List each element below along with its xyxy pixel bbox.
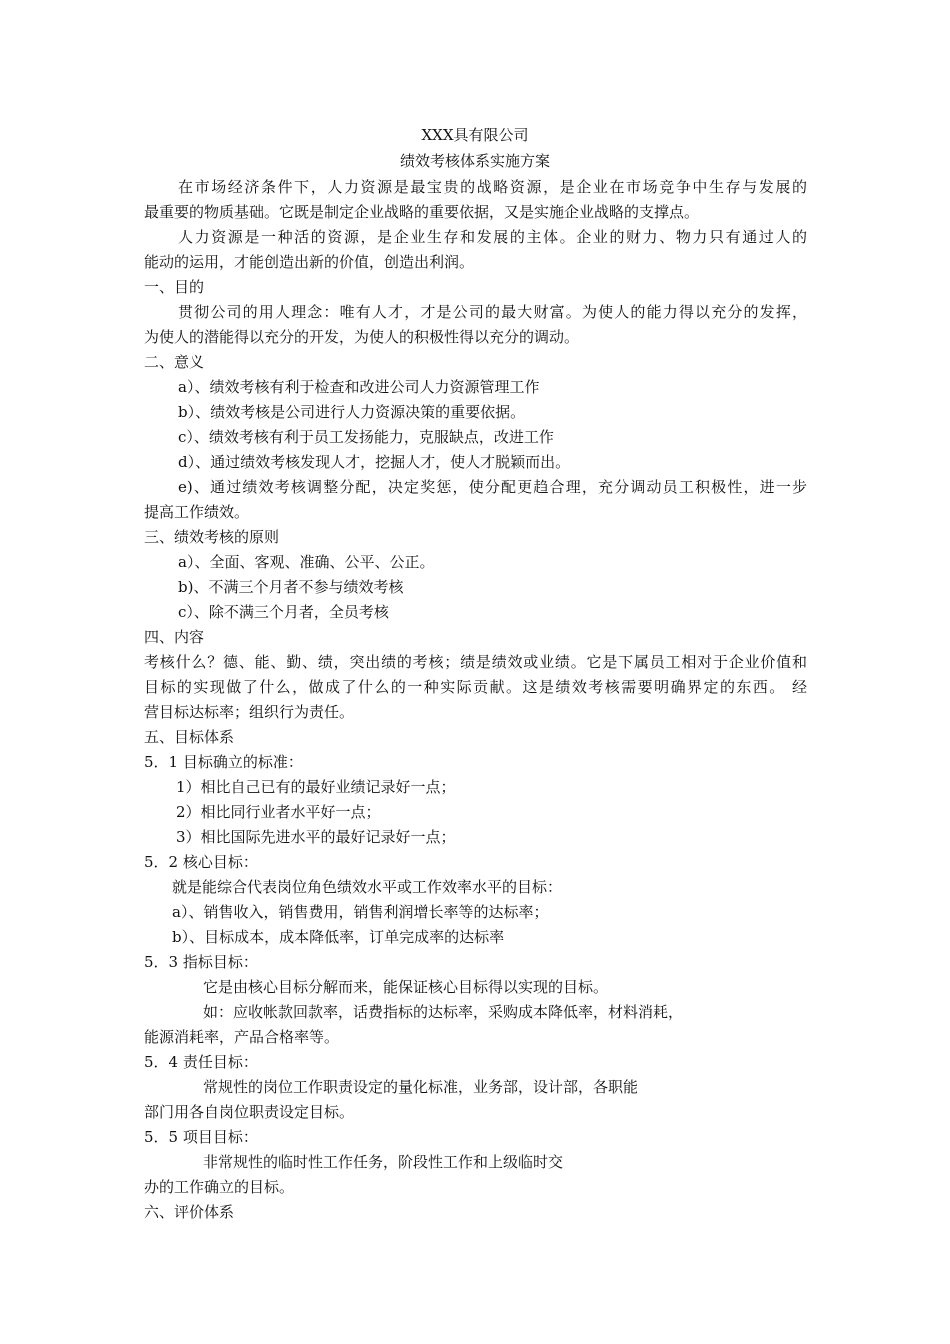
section-1-line-1: 贯彻公司的用人理念：唯有人才，才是公司的最大财富。为使人的能力得以充分的发挥， [178,303,807,321]
section-5-2-heading: 5．2 核心目标： [144,853,258,871]
section-1-line-2: 为使人的潜能得以充分的开发，为使人的积极性得以充分的调动。 [144,328,580,346]
section-4-line-1: 考核什么？德、能、勤、绩，突出绩的考核；绩是绩效或业绩。它是下属员工相对于企业价值和 [144,653,807,671]
section-3-item-c: c）、除不满三个月者，全员考核 [178,603,389,621]
company-name: XXX具有限公司 [421,126,529,144]
section-5-3-description: 它是由核心目标分解而来，能保证核心目标得以实现的目标。 [203,978,609,996]
section-5-4-line-1: 常规性的岗位工作职责设定的量化标准，业务部，设计部，各职能 [203,1078,639,1096]
section-2-item-e-line-2: 提高工作绩效。 [144,503,250,521]
section-3-item-b: b)、不满三个月者不参与绩效考核 [178,578,404,596]
section-5-1-item-2: 2）相比同行业者水平好一点； [176,803,381,821]
section-5-1-item-1: 1）相比自己已有的最好业绩记录好一点； [176,778,456,796]
section-2-heading: 二、意义 [144,353,205,371]
section-5-2-item-b: b）、目标成本，成本降低率，订单完成率的达标率 [172,928,505,946]
section-3-heading: 三、绩效考核的原则 [144,528,280,546]
section-5-heading: 五、目标体系 [144,728,235,746]
section-2-item-b: b）、绩效考核是公司进行人力资源决策的重要依据。 [178,403,526,421]
intro-paragraph-1-line-2: 最重要的物质基础。它既是制定企业战略的重要依据，又是实施企业战略的支撑点。 [144,203,700,221]
section-5-3-example-line-2: 能源消耗率，产品合格率等。 [144,1028,340,1046]
section-2-item-e-line-1: e)、通过绩效考核调整分配，决定奖惩，使分配更趋合理，充分调动员工积极性，进一步 [178,478,807,496]
intro-paragraph-1-line-1: 在市场经济条件下，人力资源是最宝贵的战略资源，是企业在市场竞争中生存与发展的 [178,178,807,196]
section-5-2-item-a: a）、销售收入，销售费用，销售利润增长率等的达标率； [172,903,549,921]
document-title: 绩效考核体系实施方案 [399,152,550,170]
section-3-item-a: a）、全面、客观、准确、公平、公正。 [178,553,435,571]
section-4-line-3: 营目标达标率；组织行为责任。 [144,703,355,721]
section-5-5-heading: 5．5 项目目标： [144,1128,258,1146]
section-5-5-line-1: 非常规性的临时性工作任务，阶段性工作和上级临时交 [203,1153,564,1171]
section-5-3-example-line-1: 如：应收帐款回款率，话费指标的达标率，采购成本降低率，材料消耗， [203,1003,684,1021]
section-4-line-2: 目标的实现做了什么，做成了什么的一种实际贡献。这是绩效考核需要明确界定的东西。 经 [144,678,807,696]
section-6-heading: 六、评价体系 [144,1203,235,1221]
section-4-heading: 四、内容 [144,628,205,646]
intro-paragraph-2-line-2: 能动的运用，才能创造出新的价值，创造出利润。 [144,253,475,271]
section-2-item-a: a）、绩效考核有利于检查和改进公司人力资源管理工作 [178,378,540,396]
intro-paragraph-2-line-1: 人力资源是一种活的资源，是企业生存和发展的主体。企业的财力、物力只有通过人的 [178,228,807,246]
section-5-3-heading: 5．3 指标目标： [144,953,258,971]
section-5-4-heading: 5．4 责任目标： [144,1053,258,1071]
section-2-item-d: d）、通过绩效考核发现人才，挖掘人才，使人才脱颖而出。 [178,453,571,471]
section-1-heading: 一、目的 [144,278,205,296]
section-5-1-heading: 5．1 目标确立的标准： [144,753,303,771]
section-5-2-description: 就是能综合代表岗位角色绩效水平或工作效率水平的目标： [172,878,563,896]
section-2-item-c: c）、绩效考核有利于员工发扬能力，克服缺点，改进工作 [178,428,554,446]
section-5-5-line-2: 办的工作确立的目标。 [144,1178,295,1196]
section-5-4-line-2: 部门用各自岗位职责设定目标。 [144,1103,355,1121]
section-5-1-item-3: 3）相比国际先进水平的最好记录好一点； [176,828,456,846]
